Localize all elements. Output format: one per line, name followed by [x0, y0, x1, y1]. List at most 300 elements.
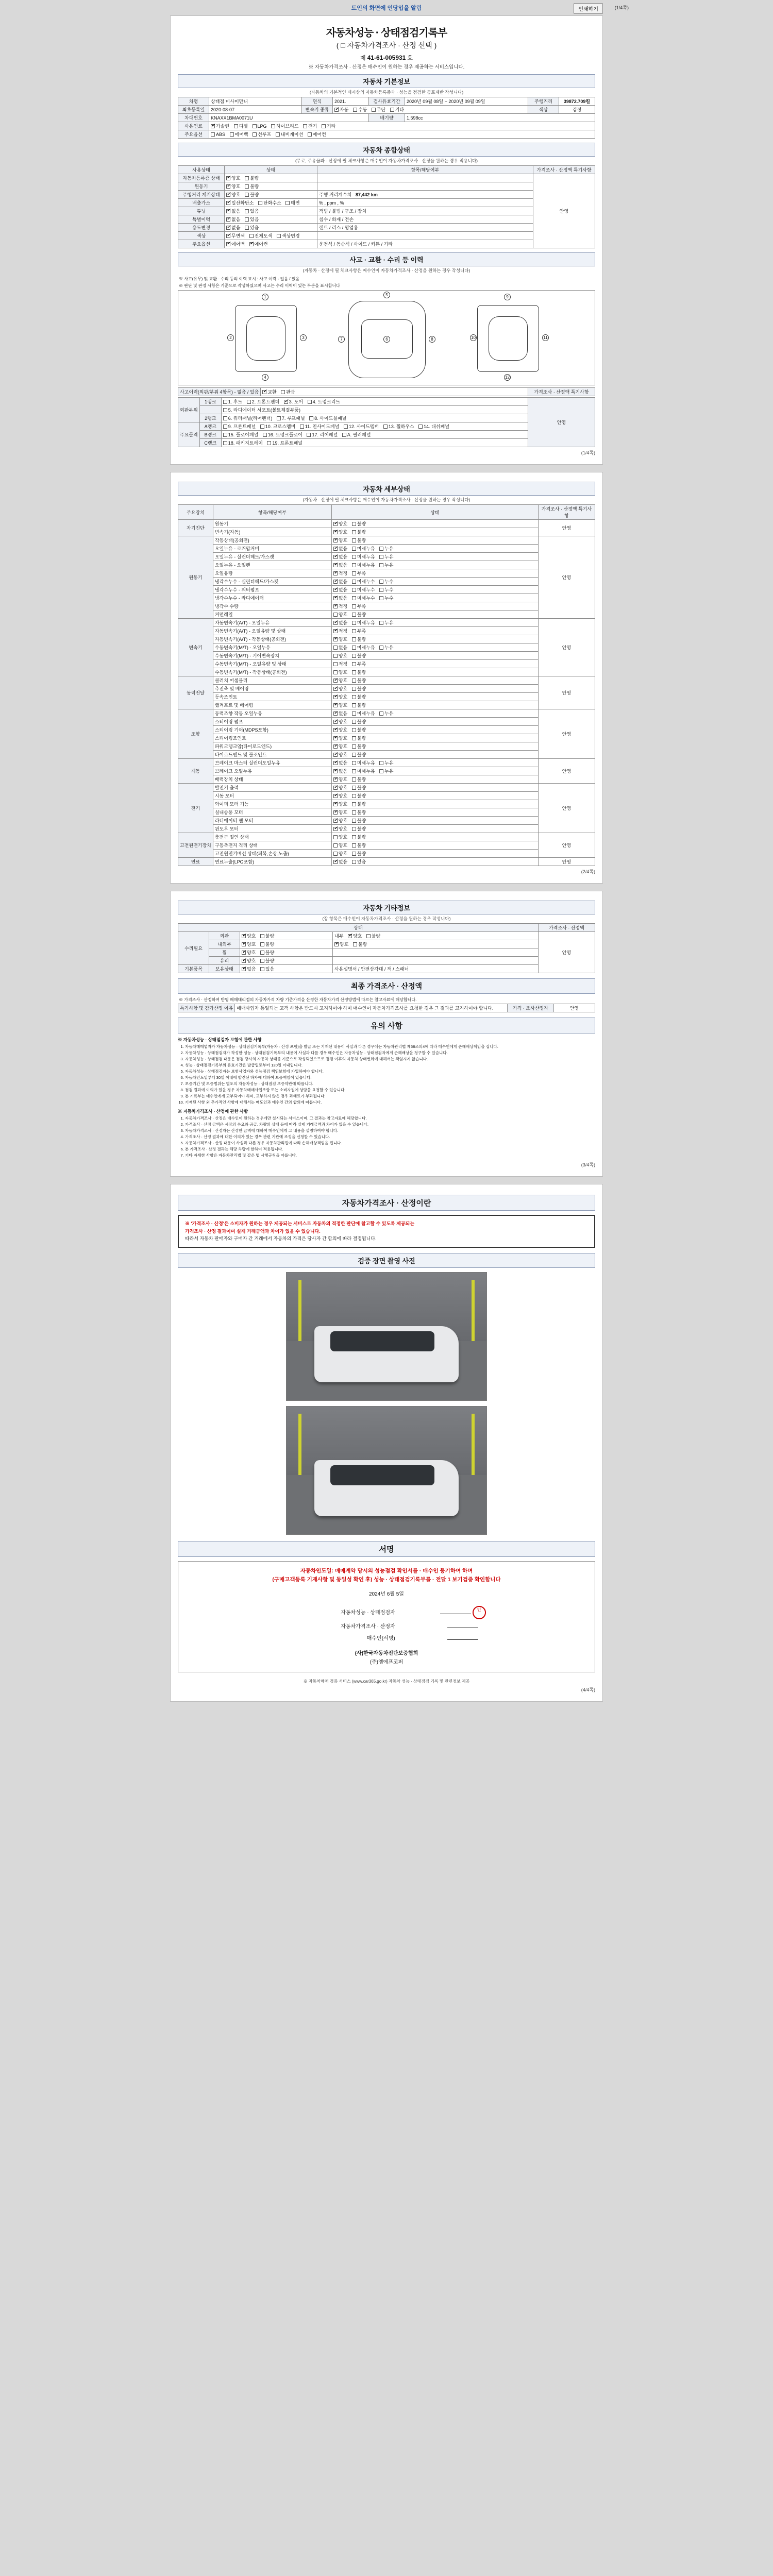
opt-label: 없음: [338, 859, 348, 865]
opt-trans-etc[interactable]: 기타: [390, 106, 404, 113]
opt-label: 불량: [371, 934, 381, 939]
overall-row-1-opts[interactable]: [225, 182, 317, 191]
opt-label: 불량: [357, 744, 366, 749]
overall-row-4-opts[interactable]: [225, 207, 317, 215]
overall-row-8-opts[interactable]: [225, 240, 317, 248]
panel-item: 4. 트렁크리드: [312, 399, 341, 404]
detail-opts-0-1[interactable]: [331, 528, 538, 536]
label-car-name: 차명: [178, 97, 209, 106]
panel-item: 15. 플로어패널: [228, 432, 259, 437]
detail-opts-5-0[interactable]: [331, 759, 538, 767]
opt-label: 미세누유: [357, 546, 375, 551]
opt-label: 적정: [338, 604, 348, 609]
detail-remark-0: 안영: [539, 520, 595, 536]
opt-fuel-electric[interactable]: 전기: [303, 123, 317, 129]
detail-opts-1-8[interactable]: [331, 602, 538, 611]
detail-opts-2-1[interactable]: [331, 627, 538, 635]
table-row: [178, 734, 595, 742]
table-row: [178, 701, 595, 709]
opt-trans-auto[interactable]: ✔ 자동: [334, 106, 348, 113]
detail-opts-4-2[interactable]: [331, 726, 538, 734]
table-row: [178, 545, 595, 553]
table-row: [178, 643, 595, 652]
accident-frame-opts[interactable]: [261, 388, 528, 396]
detail-item-2-6: 수동변속기(M/T) - 작동상태(공회전): [213, 668, 331, 676]
overall-header-2: 항목/해당여부: [317, 166, 533, 174]
price-label-left: 특기사항 및 감가산정 이유: [178, 1004, 235, 1012]
opt-label: 양호: [338, 727, 348, 733]
table-row: [178, 660, 595, 668]
opt-label: 불량: [265, 950, 275, 955]
badge-4: 4: [262, 374, 268, 381]
overall-row-2-name: 주행거리 계기상태: [178, 191, 225, 199]
opt-trans-manual[interactable]: 수동: [353, 106, 367, 113]
detail-opts-2-6[interactable]: [331, 668, 538, 676]
document-number: [178, 54, 595, 62]
opt-label: 불량: [357, 818, 366, 823]
overall-row-7-right: [317, 232, 533, 240]
overall-row-6-opt-0: 없음: [231, 225, 241, 230]
opt-fuel-etc[interactable]: 기타: [322, 123, 335, 129]
opt-label: 불량: [357, 612, 366, 617]
panel-item: 14. 대쉬패널: [424, 424, 449, 429]
overall-row-5-right: 침수 / 화재 / 전손: [317, 215, 533, 224]
table-row: [178, 586, 595, 594]
signature-value-1[interactable]: [398, 1621, 528, 1632]
signature-row: [245, 1605, 528, 1620]
overall-row-0-opts[interactable]: [225, 174, 317, 182]
detail-group-0-name: 자기진단: [178, 520, 213, 536]
panel-rank-1-0: A랭크: [199, 422, 221, 431]
car-rear-inner: [489, 316, 528, 361]
opt-label: 누유: [384, 554, 394, 560]
overall-row-3-opt-1: 탄화수소: [263, 200, 281, 206]
signature-line-2: [447, 1639, 478, 1640]
table-row: [178, 627, 595, 635]
opt-label: 불량: [357, 653, 366, 658]
detail-opts-7-1[interactable]: [331, 841, 538, 850]
etc-row-4-sub: 보유상태: [209, 965, 240, 973]
car-windshield-front: [330, 1331, 434, 1352]
price-notice-line-3: 따라서 자동차 판매자와 구매자 간 거래에서 자동차의 가격은 당사자 간 합의에 따라 결정됩니다.: [185, 1236, 377, 1242]
badge-9: 9: [504, 294, 511, 300]
notice-item: 4. 가격조사 · 산정 결과에 대한 이의가 있는 경우 관련 기관에 조정을 신청할 수 있습니다.: [185, 1134, 595, 1140]
overall-row-8-opt-0: 에어백: [231, 242, 245, 247]
notice-item: 7. 기타 자세한 사항은 자동차관리법 및 같은 법 시행규칙을 따릅니다.: [185, 1153, 595, 1158]
opt-label: 양호: [338, 612, 348, 617]
table-row: [178, 594, 595, 602]
overall-row-2-right: [317, 191, 533, 199]
etc-row-1-right[interactable]: [333, 932, 539, 940]
detail-opts-4-5[interactable]: [331, 751, 538, 759]
detail-remark-3: 안영: [539, 676, 595, 709]
detail-opts-1-3[interactable]: [331, 561, 538, 569]
detail-item-1-8: 냉각수 수량: [213, 602, 331, 611]
detail-opts-7-2[interactable]: [331, 850, 538, 858]
panel-group-1-title: 주요골격: [178, 422, 200, 447]
detail-header-1: 항목/해당여부: [213, 505, 331, 520]
overall-row-2-opts[interactable]: [225, 191, 317, 199]
value-inspect: 2020년 09월 08일 ~ 2020년 09월 09일: [405, 97, 528, 106]
panel-items-0-1[interactable]: [221, 406, 528, 414]
opt-label: 미세누유: [357, 554, 375, 560]
value-car-name: 상태점 미사미만니: [209, 97, 302, 106]
signature-date: 2024년 6월 5일: [369, 1591, 404, 1598]
detail-header-3: 가격조사 · 산정액 특기사항: [539, 505, 595, 520]
opt-label: 미세누수: [357, 596, 375, 601]
table-row: [178, 817, 595, 825]
opt-fuel-diesel[interactable]: 디젤: [234, 123, 248, 129]
notice-item: 7. 보증기간 및 보증범위는 별도의 자동차성능 · 상태점검 보증약관에 따릅니다.: [185, 1081, 595, 1087]
panel-rank-1-1: B랭크: [199, 431, 221, 439]
badge-5: 5: [383, 292, 390, 298]
opt-label: 불량: [357, 802, 366, 807]
detail-opts-2-3[interactable]: [331, 643, 538, 652]
car-damage-diagram: [178, 290, 595, 385]
overall-row-3-name: 배출가스: [178, 199, 225, 207]
signature-value-2[interactable]: [398, 1633, 528, 1644]
table-row: [178, 602, 595, 611]
table-row: [178, 693, 595, 701]
detail-group-1-name: 원동기: [178, 536, 213, 619]
notice-item: 5. 자동차성능 · 상태점검자는 보험사업자와 성능점검 책임보험에 가입하여야 합니다.: [185, 1069, 595, 1074]
detail-opts-3-0[interactable]: [331, 676, 538, 685]
opt-label: 불량: [357, 777, 366, 782]
detail-opts-4-3[interactable]: [331, 734, 538, 742]
opt-label: 불량: [265, 942, 275, 947]
detail-opts-2-4[interactable]: [331, 652, 538, 660]
detail-opts-1-9[interactable]: [331, 611, 538, 619]
opt-label: 양호: [247, 958, 256, 963]
label-trans: 변속기 종류: [302, 106, 333, 114]
etc-header-2: 가격조사 · 산정액: [539, 924, 595, 932]
detail-opts-6-5[interactable]: [331, 825, 538, 833]
opt-label: 불량: [357, 670, 366, 675]
label-inspect: 검사유효기간: [369, 97, 405, 106]
opt-label: 불량: [357, 703, 366, 708]
badge-6: 6: [383, 336, 390, 343]
notice-item: 5. 자동차가격조사 · 산정 내용이 사실과 다른 경우 자동차관리법에 따라 손해배상책임을 집니다.: [185, 1140, 595, 1146]
detail-item-1-9: 커먼레일: [213, 611, 331, 619]
value-year: 2021.: [333, 97, 369, 106]
detail-opts-1-4[interactable]: [331, 569, 538, 578]
opt-label: 양호: [338, 818, 348, 823]
table-row: [178, 948, 595, 957]
notice-item: 6. 자동차인도일부터 30일 이내에 발견된 하자에 대하여 보증책임이 있습니다.: [185, 1075, 595, 1080]
notice-item: 2. 가격조사 · 산정 금액은 시장의 수요와 공급, 차량의 상태 등에 따라 실제 거래금액과 차이가 있을 수 있습니다.: [185, 1122, 595, 1127]
label-fuel: 사용연료: [178, 122, 209, 130]
opt-label: 양호: [338, 835, 348, 840]
overall-row-7-opt-0: 무변색: [231, 233, 245, 239]
legend-item-0: 교환: [267, 389, 277, 395]
opt-label: 불량: [265, 958, 275, 963]
overall-row-1-opt-0: 양호: [231, 184, 241, 189]
opt-label: 누수: [384, 596, 394, 601]
table-row: [178, 775, 595, 784]
value-fuel: [209, 122, 595, 130]
notice-item: 3. 자동차가격조사 · 산정자는 산정한 금액에 대하여 매수인에게 그 내용을 설명하여야 합니다.: [185, 1128, 595, 1133]
overall-row-4-name: 튜닝: [178, 207, 225, 215]
opt-label: 없음: [338, 579, 348, 584]
opt-label: 불량: [357, 851, 366, 856]
detail-item-8-0: 연료누출(LPG포함): [213, 858, 331, 866]
detail-opts-1-7[interactable]: [331, 594, 538, 602]
detail-item-5-2: 배력장치 상태: [213, 775, 331, 784]
etc-row-3-opts[interactable]: [240, 957, 333, 965]
panel-items-1-0[interactable]: [221, 422, 528, 431]
opt-label: 양호: [338, 810, 348, 815]
section-note-accident: (자동차 · 산정에 필 체크사항은 매수인이 자동차가격조사 · 산정을 원하는 경우 작성니다): [303, 268, 470, 273]
detail-opts-6-2[interactable]: [331, 800, 538, 808]
opt-label: 적정: [338, 662, 348, 667]
car-windshield-rear: [330, 1465, 434, 1486]
detail-opts-1-1[interactable]: [331, 545, 538, 553]
opt-fuel-hybrid[interactable]: 하이브리드: [271, 123, 298, 129]
print-button[interactable]: 인쇄하기: [574, 3, 603, 14]
overall-row-1-name: 원동기: [178, 182, 225, 191]
etc-row-1-item2: 내부: [334, 934, 344, 939]
detail-group-5-name: 제동: [178, 759, 213, 784]
opt-label: 불량: [357, 736, 366, 741]
opt-label: 불량: [357, 719, 366, 724]
opt-label: 미세누수: [357, 587, 375, 592]
opt-label: 양호: [338, 826, 348, 832]
value-displacement: 1,598cc: [405, 114, 595, 122]
detail-group-7-name: 고전원전기장치: [178, 833, 213, 858]
detail-opts-6-1[interactable]: [331, 792, 538, 800]
detail-opts-3-3[interactable]: [331, 701, 538, 709]
detail-opts-1-5[interactable]: [331, 578, 538, 586]
detail-opts-4-1[interactable]: [331, 718, 538, 726]
detail-remark-7: 안영: [539, 833, 595, 858]
opt-label: 양호: [338, 793, 348, 799]
table-row: [178, 520, 595, 528]
detail-group-3-name: 동력전달: [178, 676, 213, 709]
inspection-photo-2: [286, 1406, 487, 1535]
opt-label: 적정: [338, 571, 348, 576]
overall-row-3-opts[interactable]: [225, 199, 317, 207]
detail-opts-2-0[interactable]: [331, 619, 538, 627]
opt-fuel-lpg[interactable]: LPG: [253, 124, 267, 129]
detail-opts-3-2[interactable]: [331, 693, 538, 701]
detail-opts-3-1[interactable]: [331, 685, 538, 693]
table-row: [178, 668, 595, 676]
table-row: [178, 932, 595, 940]
overall-row-6-opts[interactable]: [225, 224, 317, 232]
opt-abs[interactable]: ABS: [211, 132, 225, 137]
overall-row-4-opt-0: 없음: [231, 209, 241, 214]
detail-item-4-1: 스티어링 펌프: [213, 718, 331, 726]
table-row: [178, 207, 595, 215]
etc-group-repair: 수리필요: [178, 932, 209, 965]
detail-opts-2-5[interactable]: [331, 660, 538, 668]
detail-opts-6-3[interactable]: [331, 808, 538, 817]
detail-opts-1-2[interactable]: [331, 553, 538, 561]
panel-items-1-1[interactable]: [221, 431, 528, 439]
table-row: [178, 215, 595, 224]
detail-opts-8-0[interactable]: [331, 858, 538, 866]
etc-row-0-right[interactable]: [333, 940, 539, 948]
table-row: [178, 850, 595, 858]
detail-item-6-4: 라디에이터 팬 모터: [213, 817, 331, 825]
opt-label: 불량: [357, 752, 366, 757]
detail-opts-1-0[interactable]: [331, 536, 538, 545]
signature-org-1: (사)한국자동차진단보증협회: [355, 1651, 418, 1657]
car-front-inner: [246, 316, 285, 361]
table-row: [178, 685, 595, 693]
signature-row: [245, 1633, 528, 1644]
detail-opts-7-0[interactable]: [331, 833, 538, 841]
section-title-overall: 자동차 종합상태: [178, 143, 595, 157]
table-row: [178, 709, 595, 718]
opt-label: 불량: [265, 934, 275, 939]
detail-opts-0-0[interactable]: [331, 520, 538, 528]
notice-item: 4. 성능 · 상태점검기록부의 유효기간은 발급일로부터 120일 이내입니다.: [185, 1062, 595, 1068]
detail-item-3-2: 등속조인트: [213, 693, 331, 701]
detail-item-2-0: 자동변속기(A/T) - 오일누유: [213, 619, 331, 627]
notice-group-1-list: [185, 1044, 595, 1105]
overall-row-3-right: % , ppm , %: [317, 199, 533, 207]
overall-row-0-name: 자동차등록증 상태: [178, 174, 225, 182]
basic-info-table: [178, 97, 595, 139]
etc-row-0-opts[interactable]: [240, 940, 333, 948]
etc-row-3-item: 유리: [209, 957, 240, 965]
page-title: 자동차성능 · 상태점검기록부: [326, 27, 447, 39]
detail-opts-4-0[interactable]: [331, 709, 538, 718]
table-row: [178, 199, 595, 207]
detail-item-2-1: 자동변속기(A/T) - 오일유량 및 상태: [213, 627, 331, 635]
table-row: [178, 957, 595, 965]
topbar-page-label: (1/4쪽): [614, 5, 629, 10]
opt-label: 불량: [357, 826, 366, 832]
signature-text-1: 자동차인도일: 매매계약 당시의 성능점검 확인서를 · 매수인 등기하여 하며: [300, 1567, 473, 1574]
detail-item-5-0: 브레이크 마스터 실린더오일누유: [213, 759, 331, 767]
opt-aircon[interactable]: 에어컨: [308, 131, 326, 138]
opt-label: 양호: [247, 950, 256, 955]
notice-group-2-list: [185, 1115, 595, 1158]
price-value-right: 안영: [554, 1004, 595, 1012]
opt-label: 있음: [265, 967, 275, 972]
panel-group-0-title: 외판부위: [178, 398, 200, 422]
table-row: [178, 767, 595, 775]
panel-items-1-2[interactable]: [221, 439, 528, 447]
panel-items-0-2[interactable]: [221, 414, 528, 422]
panel-item: 13. 휠하우스: [388, 424, 414, 429]
detail-item-3-1: 추진축 및 베어링: [213, 685, 331, 693]
opt-label: 양호: [340, 942, 349, 947]
table-row: [178, 224, 595, 232]
detail-opts-1-6[interactable]: [331, 586, 538, 594]
opt-label: 불량: [357, 538, 366, 543]
etc-row-2-opts[interactable]: [240, 948, 333, 957]
opt-label: 있음: [357, 859, 366, 865]
detail-remark-4: 안영: [539, 709, 595, 759]
section-note-basic: (자동차의 기본적인 제시상의 자동차등록증과 · 성능을 점검한 공포제반 작성니다): [309, 90, 464, 95]
label-reg-date: 최초등록일: [178, 106, 209, 114]
signature-label-2: 매수인(서명): [366, 1636, 395, 1642]
opt-label: 부족: [357, 629, 366, 634]
signature-value-0[interactable]: [398, 1605, 528, 1620]
panel-rank-1-2: C랭크: [199, 439, 221, 447]
table-row: [178, 569, 595, 578]
opt-trans-cvt[interactable]: 무단: [372, 106, 385, 113]
table-row: [178, 940, 595, 948]
opt-label: 미세누유: [357, 645, 375, 650]
etc-row-5-opts[interactable]: [240, 965, 333, 973]
opt-navi[interactable]: 내비게이션: [276, 131, 303, 138]
value-trans: [333, 106, 528, 114]
opt-label: 양호: [338, 678, 348, 683]
overall-row-5-opts[interactable]: [225, 215, 317, 224]
opt-sunroof[interactable]: 선루프: [253, 131, 271, 138]
detail-opts-5-1[interactable]: [331, 767, 538, 775]
value-vin: KNAXX1BMA0071U: [209, 114, 369, 122]
section-note-overall: (무료, 주유물과 · 산정에 필 체크사항은 매수인이 자동차가격조사 · 산정을 원하는 경우 적용니다): [295, 158, 478, 163]
overall-row-8-opt-1: 에어컨: [254, 242, 268, 247]
opt-label: 누수: [384, 587, 394, 592]
detail-opts-2-2[interactable]: [331, 635, 538, 643]
table-row: [178, 965, 595, 973]
detail-opts-6-0[interactable]: [331, 784, 538, 792]
price-notice-line-2: 가격조사 · 산정 결과이며 실제 거래금액과 차이가 있을 수 있습니다.: [185, 1228, 321, 1234]
overall-remark: 안영: [533, 174, 595, 248]
badge-10: 10: [470, 334, 477, 341]
opt-fuel-gasoline[interactable]: ✔ 가솔린: [211, 123, 229, 129]
opt-label: 적정: [338, 629, 348, 634]
panel-item: 11. 인사이드패널: [305, 424, 340, 429]
etc-row-1-opts[interactable]: [240, 932, 333, 940]
badge-8: 8: [429, 336, 435, 343]
value-mileage: 39872.709킬: [559, 97, 595, 106]
panel-item: 16. 트렁크플로어: [267, 432, 303, 437]
detail-item-6-2: 와이퍼 모터 기능: [213, 800, 331, 808]
section-title-price-notice: 자동차가격조사 · 산정이란: [178, 1195, 595, 1211]
detail-state-table: [178, 504, 595, 866]
opt-label: 양호: [338, 736, 348, 741]
detail-opts-4-4[interactable]: [331, 742, 538, 751]
opt-label: 불량: [357, 678, 366, 683]
opt-airbag[interactable]: 에어백: [230, 131, 248, 138]
mileage-label-inline: 주행 거리계수치: [319, 192, 352, 197]
detail-item-1-4: 오일유량: [213, 569, 331, 578]
page-3-footer: (3/4쪽): [581, 1162, 595, 1168]
opt-label: 양호: [352, 934, 362, 939]
detail-opts-6-4[interactable]: [331, 817, 538, 825]
detail-opts-5-2[interactable]: [331, 775, 538, 784]
page-2-footer: (2/4쪽): [581, 869, 595, 874]
overall-row-5-opt-1: 있음: [249, 217, 259, 222]
label-vin: 차대번호: [178, 114, 209, 122]
panel-item: 8. 사이드실패널: [314, 416, 347, 421]
detail-item-2-5: 수동변속기(M/T) - 오일유량 및 상태: [213, 660, 331, 668]
panel-items-0-0[interactable]: [221, 398, 528, 406]
notice-item: 3. 자동차성능 · 상태점검 내용은 점검 당시의 자동차 상태를 기준으로 작성되었으므로 점검 이후의 자동차 상태변화에 대해서는 책임지지 않습니다.: [185, 1056, 595, 1062]
table-row: [178, 561, 595, 569]
opt-label: 누유: [384, 769, 394, 774]
page-2: [170, 472, 603, 884]
detail-group-8-name: 연료: [178, 858, 213, 866]
table-row: [178, 726, 595, 734]
opt-label: 누유: [384, 546, 394, 551]
price-note: ※ 가격조사 · 산정하여 반영 매매대리점의 자동차가격 차량 기준가격을 산정한 자동차가격 산정방법에 따르는 참고자료에 해당합니다.: [179, 997, 417, 1002]
detail-item-6-5: 윈도우 모터: [213, 825, 331, 833]
accident-legend-table: [178, 387, 595, 396]
table-row: [178, 841, 595, 850]
opt-label: 불량: [357, 694, 366, 700]
detail-remark-8: 안영: [539, 858, 595, 866]
signature-text-2: (구매고객등록 기재사항 및 동일성 확인 후) 성능 · 상태점검기록부를 · 전달 1 보기검증 확인합니다: [272, 1577, 501, 1583]
overall-row-7-opts[interactable]: [225, 232, 317, 240]
